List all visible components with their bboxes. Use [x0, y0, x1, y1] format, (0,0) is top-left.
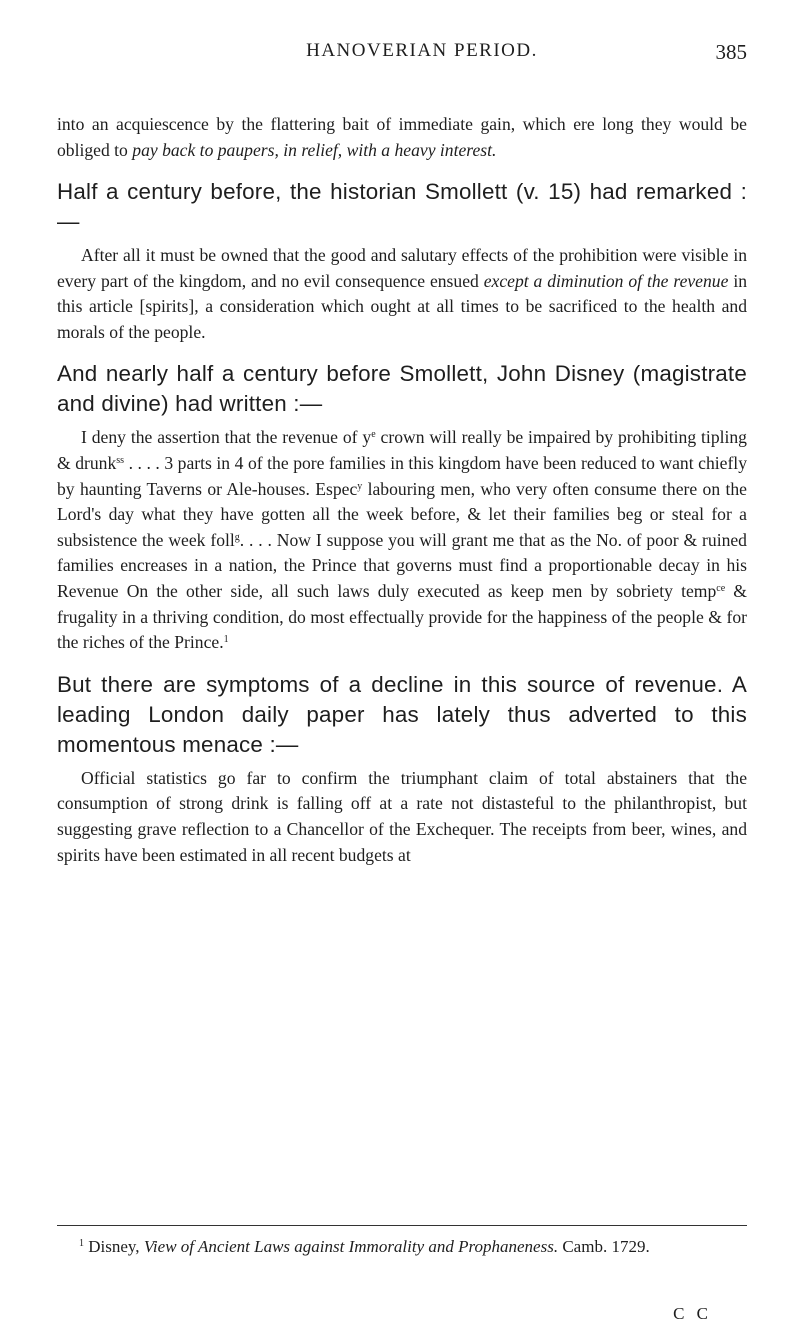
quote-text: . . . . Now I suppose you will grant me that as the No. of poor & ruined families encreases in a nation, the Prince that governs must find a proportionable decay in his Revenue On the other side, all such laws duly executed as keep men by sobriety temp [57, 529, 747, 601]
quote-smollett [57, 243, 747, 345]
footnote-divider [57, 1225, 747, 1226]
superscript: e [371, 429, 376, 441]
footnote [57, 1236, 747, 1257]
footnote-marker: 1 [79, 1238, 84, 1249]
paragraph-disney-intro: And nearly half a century before Smollett, John Disney (magistrate and divine) had written :— [57, 361, 747, 417]
quote-text: & frugality in a thriving condition, do most effectually provide for the happiness of the people & for the riches of the Prince. [57, 580, 747, 653]
paragraph-smollett-intro: Half a century before, the historian Smollett (v. 15) had remarked :— [57, 179, 747, 234]
quote-text: crown will really be impaired by prohibiting tipling & drunk [57, 427, 747, 473]
quote-text: labouring men, who very often consume there on the Lord's day what they have gotten all the week before, & let their families beg or steal for a subsistence the week foll [57, 478, 747, 550]
page-number: 385 [715, 40, 747, 64]
paragraph-decline: But there are symptoms of a decline in this source of revenue. A leading London daily paper has lately thus adverted to this momentous menace :— [57, 671, 747, 757]
superscript: g [234, 531, 240, 543]
footnote-title: View of Ancient Laws against Immorality and Prophaneness. [143, 1237, 559, 1256]
quote-text: After all it must be owned that the good and salutary effects of the prohibition were visible in every part of the kingdom, and no evil consequence ensued [57, 245, 747, 291]
body-text [57, 111, 747, 868]
superscript: ce [716, 582, 726, 594]
running-head [57, 40, 747, 80]
quote-text: I deny the assertion that the revenue of y [81, 427, 372, 448]
footnote-reference: 1 [223, 634, 229, 646]
superscript: ss [116, 454, 125, 466]
quote-text: . . . . 3 parts in 4 of the pore families in this kingdom have been reduced to want chiefly by haunting Taverns or Ale-houses. Espec [57, 452, 747, 499]
superscript: y [357, 480, 363, 492]
running-title: HANOVERIAN PERIOD. [306, 40, 538, 61]
quote-daily-paper: Official statistics go far to confirm the triumphant claim of total abstainers that the consumption of strong drink is falling off at a rate not distasteful to the philanthropist, but suggesting grave reflection to a Chancellor of the Exchequer. The receipts from beer, wines, and spirits have been estimated in all recent budgets at [57, 767, 747, 865]
quote-disney [57, 425, 747, 655]
footnote-imprint: Camb. 1729. [562, 1237, 650, 1256]
footnote-author: Disney, [88, 1237, 140, 1256]
paragraph-continuation [57, 111, 747, 163]
signature-mark: C C [673, 1304, 712, 1323]
paragraph-text: into an acquiescence by the flattering bait of immediate gain, which ere long they would be obliged to [57, 114, 747, 160]
quote-text: in this article [spirits], a consideration which ought at all times to be sacrificed to the health and morals of the people. [57, 270, 747, 342]
quote-italic-text: except a diminution of the revenue [483, 270, 729, 291]
paragraph-italic-text: pay back to paupers, in relief, with a heavy interest. [132, 140, 497, 160]
book-page [57, 40, 747, 1323]
